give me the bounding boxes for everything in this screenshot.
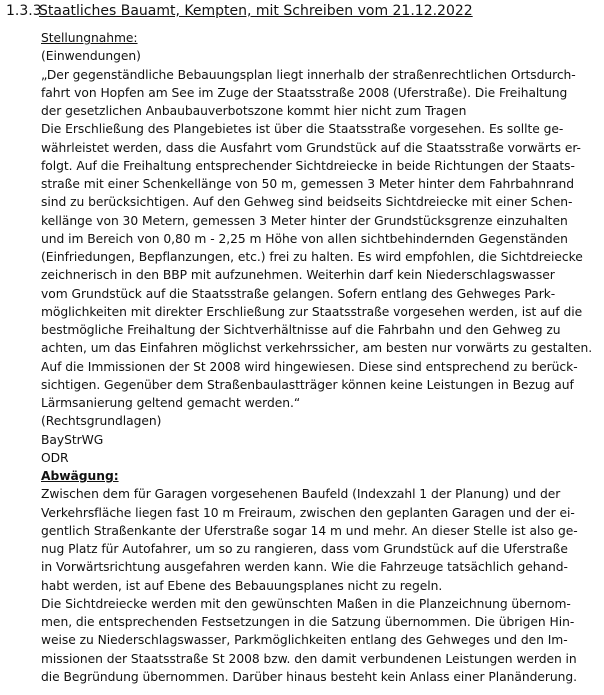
legal-item-baystrwg: BayStrWG [41,432,104,447]
abwaegung-line: Zwischen dem für Garagen vorgesehenen Baufeld (Indexzahl 1 der Planung) und der [41,487,561,502]
abwaegung-line: gentlich Straßenkante der Uferstraße sogar 14 m und mehr. An dieser Stelle ist also ge- [41,523,578,538]
abwaegung-line: nug Platz für Autofahrer, um so zu rangieren, dass vom Grundstück auf die Uferstraße [41,542,568,556]
abwaegung-text [41,485,601,686]
stellungnahme-heading: Stellungnahme: [41,31,138,45]
stellungnahme-line: (Einfriedungen, Bepflanzungen, etc.) frei zu halten. Es wird empfohlen, die Sichtdreiecke [41,250,583,264]
abwaegung-line: in Vorwärtsrichtung ausgefahren werden kann. Wie die Fahrzeuge tatsächlich gehand- [41,560,568,575]
stellungnahme-line: möglichkeiten mit direkter Erschließung zur Staatsstraße vorgesehen werden, ist auf die [41,304,583,319]
stellungnahme-line: der gesetzlichen Anbaubauverbotszone kommt hier nicht zum Tragen [41,104,467,118]
abwaegung-line: habt werden, ist auf Ebene des Bebauungsplanes nicht zu regeln. [41,578,443,593]
einwendungen-label: (Einwendungen) [41,49,141,64]
stellungnahme-line: sichtigen. Gegenüber dem Straßenbaulastträger können keine Leistungen in Bezug auf [41,377,574,392]
stellungnahme-line: bestmögliche Freihaltung der Sichtverhältnisse auf die Fahrbahn und den Gehweg zu [41,323,561,337]
stellungnahme-line: zeichnerisch in den BBP mit aufzunehmen. Weiterhin darf kein Niederschlagswasser [41,268,555,283]
abwaegung-line: Die Sichtdreiecke werden mit den gewünschten Maßen in die Planzeichnung übernom- [41,596,571,611]
abwaegung-line: missionen der Staatsstraße St 2008 bzw. den damit verbundenen Leistungen werden in [41,651,577,666]
stellungnahme-line: währleistet werden, dass die Ausfahrt vom Grundstück auf die Staatsstraße vorwärts er- [41,140,581,155]
abwaegung-line: Verkehrsfläche liegen fast 10 m Freiraum, zwischen den geplanten Garagen und der ei- [41,505,575,520]
stellungnahme-line: und im Bereich von 0,80 m - 2,25 m Höhe von allen sichtbehindernden Gegenständen [41,231,568,246]
section-body [41,29,601,686]
stellungnahme-line: straße mit einer Schenkellänge von 50 m, gemessen 3 Meter hinter dem Fahrbahnrand [41,177,575,191]
section-title: Staatliches Bauamt, Kempten, mit Schreiben vom 21.12.2022 [39,3,473,19]
rechtsgrundlagen-label: (Rechtsgrundlagen) [41,414,162,429]
abwaegung-line: weise zu Niederschlagswasser, Parkmöglichkeiten entlang des Gehweges und den Im- [41,633,568,648]
stellungnahme-line: Lärmsanierung geltend gemacht werden.“ [41,396,301,410]
abwaegung-line: die Begründung übernommen. Darüber hinaus besteht kein Anlass einer Planänderung. [41,669,577,684]
section-heading [6,2,473,21]
stellungnahme-line: Die Erschließung des Plangebietes ist über die Staatsstraße vorgesehen. Es sollte ge- [41,122,564,137]
stellungnahme-text [41,66,601,413]
abwaegung-line: men, die entsprechenden Festsetzungen in die Satzung übernommen. Die übrigen Hin- [41,615,575,629]
legal-item-odr: ODR [41,450,69,465]
stellungnahme-line: sind zu berücksichtigen. Auf den Gehweg sind beidseits Sichtdreiecke mit einer Schen- [41,195,573,210]
stellungnahme-line: kellänge von 30 Metern, gemessen 3 Meter hinter der Grundstücksgrenze einzuhalten [41,213,568,228]
stellungnahme-line: vom Grundstück auf die Staatsstraße gelangen. Sofern entlang des Gehweges Park- [41,286,556,301]
stellungnahme-line: Auf die Immissionen der St 2008 wird hingewiesen. Diese sind entsprechend zu berück- [41,359,578,374]
stellungnahme-line: fahrt von Hopfen am See im Zuge der Staatsstraße 2008 (Uferstraße). Die Freihaltung [41,85,568,100]
abwaegung-heading: Abwägung: [41,469,119,483]
section-number: 1.3.3 [6,3,42,19]
stellungnahme-line: „Der gegenständliche Bebauungsplan liegt innerhalb der straßenrechtlichen Ortsdurch- [41,67,576,82]
stellungnahme-line: achten, um das Einfahren möglichst verkehrssicher, am besten nur vorwärts zu gestalten. [41,341,593,356]
stellungnahme-line: folgt. Auf die Freihaltung entsprechender Sichtdreiecke in beide Richtungen der Staats- [41,158,575,173]
